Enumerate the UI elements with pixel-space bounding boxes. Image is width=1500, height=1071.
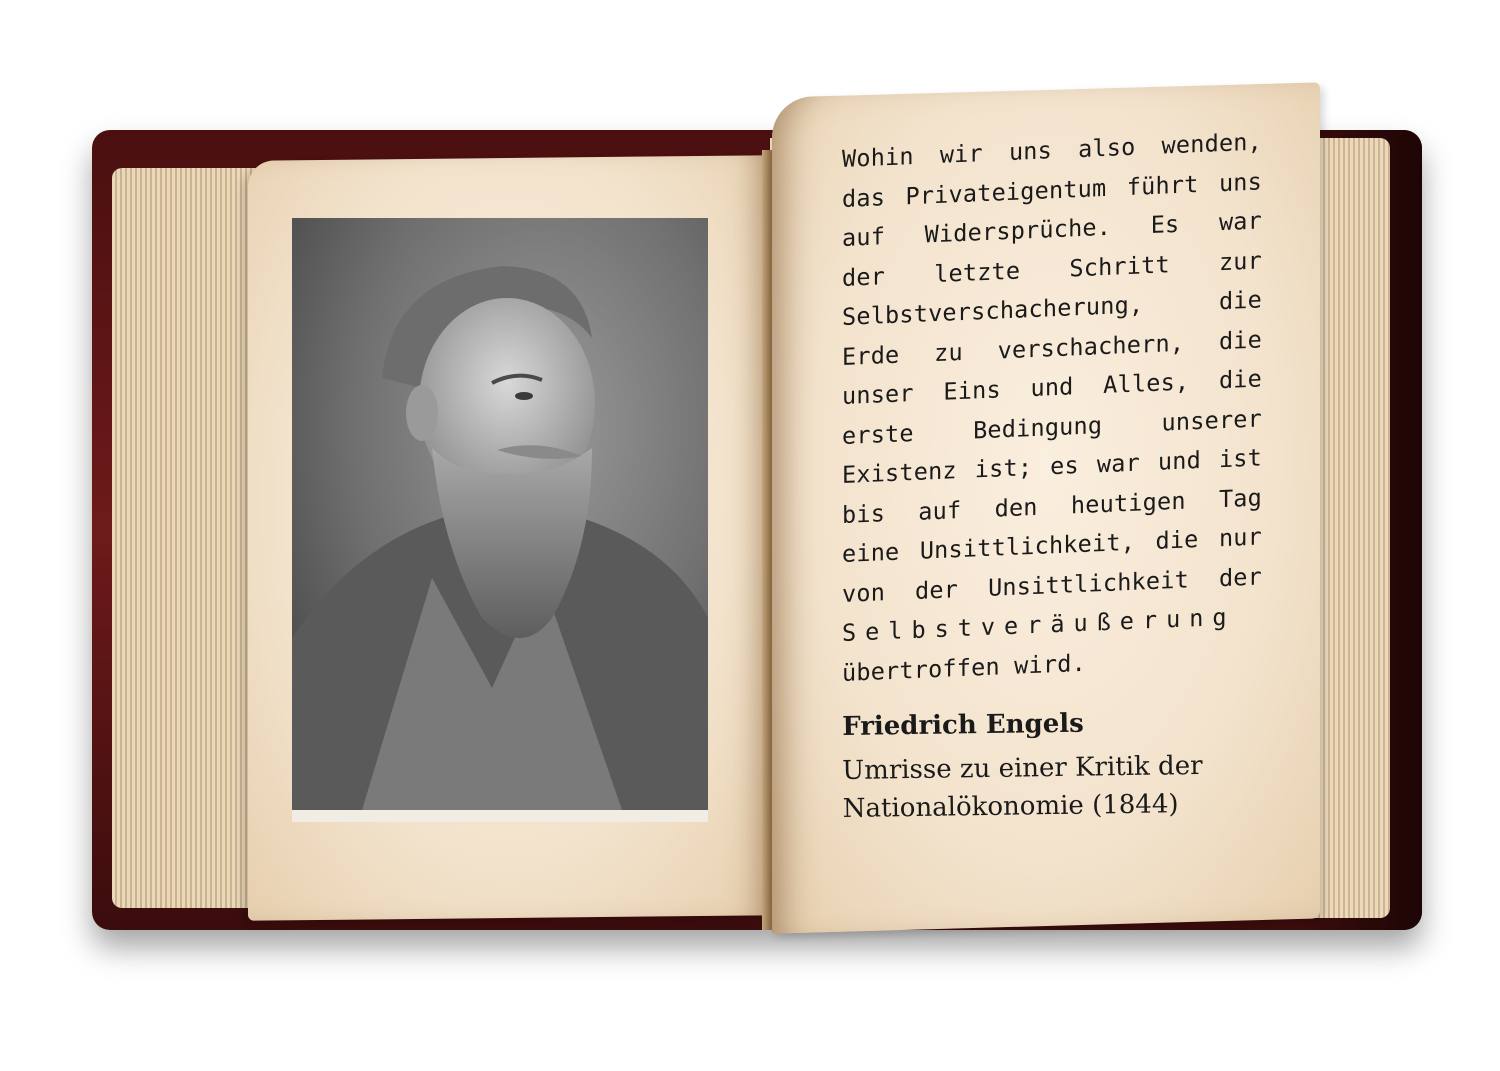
quote-line: von der Unsittlichkeit der	[842, 561, 1262, 608]
quote-line: übertroffen wird.	[842, 648, 1086, 687]
quote-line: das Privateigentum führt uns	[842, 166, 1262, 213]
work-title-line: Umrisse zu einer Kritik der	[842, 750, 1203, 786]
quote-line: eine Unsittlichkeit, die nur	[842, 522, 1262, 568]
quote-line: Wohin wir uns also wenden,	[842, 127, 1262, 173]
portrait-image	[292, 218, 708, 810]
quote-body	[842, 122, 1262, 693]
quote-line: Selbstveräußerung	[842, 602, 1236, 647]
quote-line: Erde zu verschachern, die	[842, 324, 1262, 371]
quote-line: Selbstverschacherung, die	[842, 285, 1262, 331]
author-name: Friedrich Engels	[842, 708, 1085, 742]
work-title-line: Nationalökonomie (1844)	[842, 789, 1179, 824]
quote-line: erste Bedingung unserer	[842, 403, 1262, 450]
portrait-photo	[292, 218, 708, 822]
quote-line: der letzte Schritt zur	[842, 245, 1262, 292]
quote-line: bis auf den heutigen Tag	[842, 482, 1262, 529]
quote-line: unser Eins und Alles, die	[842, 364, 1262, 410]
quote-line: Existenz ist; es war und ist	[842, 443, 1262, 489]
quote-line: auf Widersprüche. Es war	[842, 206, 1262, 252]
quote-text	[842, 122, 1262, 693]
work-title	[842, 746, 1303, 828]
